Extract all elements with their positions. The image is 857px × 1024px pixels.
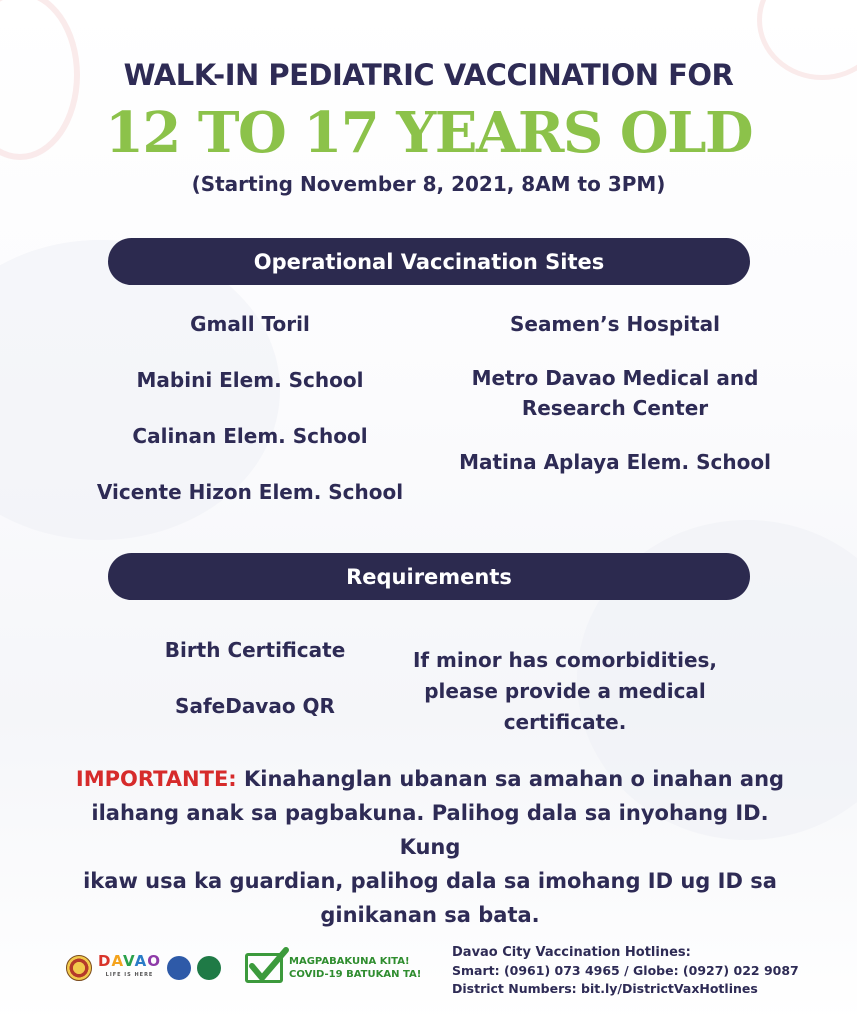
schedule-subtitle: (Starting November 8, 2021, 8AM to 3PM)	[191, 172, 666, 196]
hotlines-title: Davao City Vaccination Hotlines:	[452, 945, 691, 960]
site-item: Seamen’s Hospital	[509, 312, 721, 336]
site-item: Research Center	[521, 396, 709, 420]
title-line-2: 12 TO 17 YEARS OLD	[104, 100, 753, 166]
site-item: Calinan Elem. School	[132, 424, 368, 448]
site-item: Gmall Toril	[190, 312, 310, 336]
site-item: Vicente Hizon Elem. School	[96, 480, 404, 504]
footer-logos	[66, 948, 421, 988]
sites-heading: Operational Vaccination Sites	[108, 238, 750, 285]
city-seal-icon	[66, 955, 92, 981]
agency-badge-icon	[197, 956, 221, 980]
comorbidity-note-line: please provide a medical	[424, 679, 706, 703]
davao-logo: DAVAO LIFE IS HERE	[98, 954, 161, 982]
site-item: Matina Aplaya Elem. School	[459, 450, 771, 474]
campaign-slogan: MAGPABAKUNA KITA! COVID-19 BATUKAN TA!	[289, 956, 422, 980]
comorbidity-note-line: If minor has comorbidities,	[412, 648, 718, 672]
comorbidity-note	[390, 645, 740, 738]
important-text: ikaw usa ka guardian, palihog dala sa imohang ID ug ID sa	[83, 869, 777, 893]
requirement-item: Birth Certificate	[164, 638, 346, 662]
important-label: IMPORTANTE:	[75, 767, 237, 791]
hotlines-numbers: Smart: (0961) 073 4965 / Globe: (0927) 022 9087	[452, 963, 799, 978]
important-text: Kinahanglan ubanan sa amahan o inahan ang	[236, 767, 785, 791]
davao-tagline: LIFE IS HERE	[105, 972, 154, 978]
checkmark-box-icon	[245, 953, 283, 983]
requirements-heading: Requirements	[108, 553, 750, 600]
important-notice	[60, 762, 800, 932]
hotlines-info	[452, 944, 832, 998]
site-item: Metro Davao Medical and	[471, 366, 759, 390]
site-item: Mabini Elem. School	[136, 368, 364, 392]
important-text: ilahang anak sa pagbakuna. Palihog dala sa inyohang ID. Kung	[91, 801, 769, 859]
important-text: ginikanan sa bata.	[320, 903, 540, 927]
title-line-1: WALK-IN PEDIATRIC VACCINATION FOR	[123, 58, 734, 92]
district-numbers: District Numbers: bit.ly/DistrictVaxHotlines	[452, 981, 758, 996]
agency-badge-icon	[167, 956, 191, 980]
comorbidity-note-line: certificate.	[503, 710, 627, 734]
requirement-item: SafeDavao QR	[175, 694, 335, 718]
